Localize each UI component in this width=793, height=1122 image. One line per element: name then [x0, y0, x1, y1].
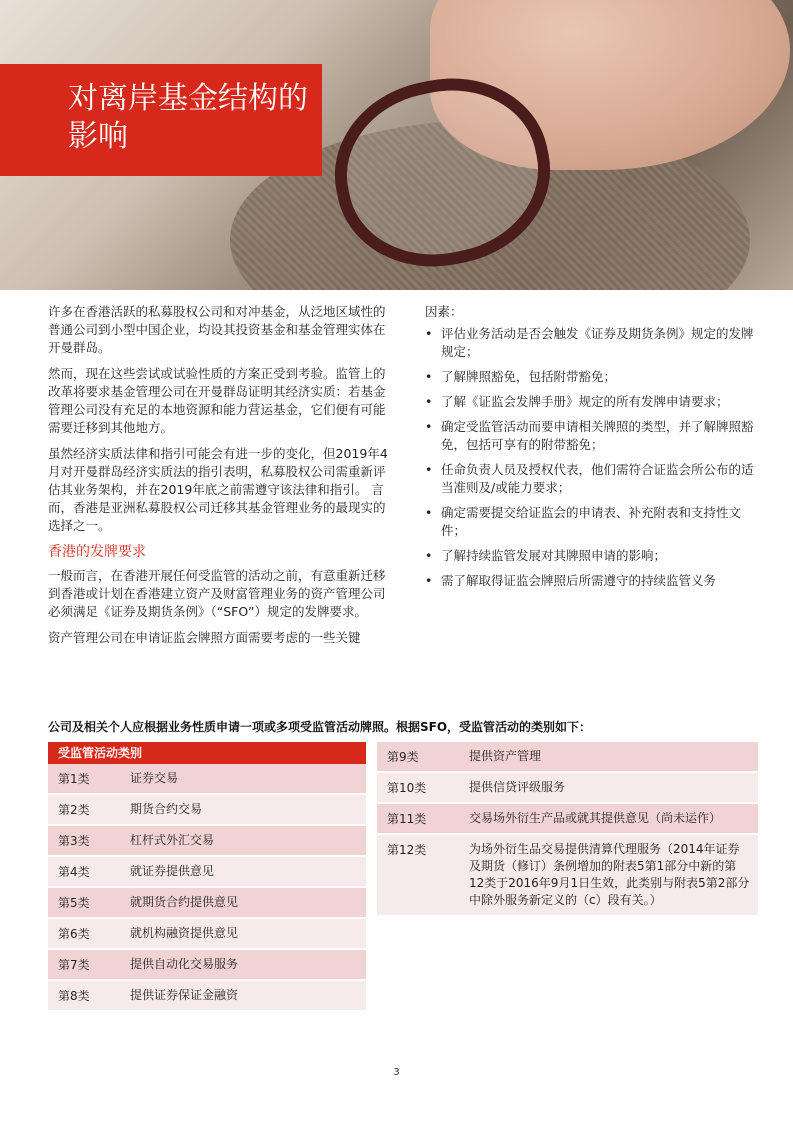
table-cell-type: 第11类 — [387, 812, 427, 826]
table-cell-type: 第8类 — [58, 989, 90, 1003]
table-row — [377, 835, 758, 917]
activity-table-left — [48, 742, 366, 1012]
table-cell-type: 第3类 — [58, 834, 90, 848]
table-row — [377, 804, 758, 835]
table-row — [377, 742, 758, 773]
list-item: • 需了解取得证监会牌照后所需遵守的持续监管义务 — [425, 572, 760, 590]
table-cell-type: 第7类 — [58, 958, 90, 972]
table-row — [48, 764, 366, 795]
section-heading: 香港的发牌要求 — [48, 544, 146, 560]
section-paragraph-2: 资产管理公司在申请证监会牌照方面需要考虑的一些关键 — [48, 630, 361, 645]
table-cell-type: 第10类 — [387, 781, 427, 795]
right-intro: 因素： — [425, 304, 463, 319]
left-paragraph-3: 虽然经济实质法律和指引可能会有进一步的变化，但2019年4月对开曼群岛经济实质法的指引表明，私募股权公司需重新评估其业务架构，并在2019年底之前需遵守该法律和指引。 言而，香港是亚洲私募股权公司迁移其基金管理业务的最现实的选择之一。 — [48, 446, 388, 533]
table-cell-desc: 提供信贷评级服务 — [469, 780, 566, 794]
table-cell-desc: 杠杆式外汇交易 — [130, 833, 215, 847]
table-cell-type: 第1类 — [58, 772, 90, 786]
table-cell-desc: 为场外衍生品交易提供清算代理服务（2014年证券及期货（修订）条例增加的附表5第1部分中新的第12类于2016年9月1日生效，此类别与附表5第2部分中除外服务新定义的（c）段有关。） — [469, 842, 750, 907]
table-row — [48, 888, 366, 919]
table-cell-desc: 期货合约交易 — [130, 802, 203, 816]
table-row — [48, 919, 366, 950]
table-row — [48, 950, 366, 981]
table-row — [48, 857, 366, 888]
table-cell-desc: 就证券提供意见 — [130, 864, 215, 878]
table-cell-desc: 提供证券保证金融资 — [130, 988, 239, 1002]
left-paragraph-1: 许多在香港活跃的私募股权公司和对冲基金，从泛地区域性的普通公司到小型中国企业，均设其投资基金和基金管理实体在开曼群岛。 — [48, 304, 386, 355]
factor-list — [425, 325, 760, 590]
table-cell-desc: 就机构融资提供意见 — [130, 926, 239, 940]
page-number: 3 — [393, 1067, 400, 1078]
activity-table-right — [377, 742, 758, 917]
list-item: • 确定受监管活动而要申请相关牌照的类型，并了解牌照豁免，包括可享有的附带豁免； — [425, 418, 760, 454]
table-cell-desc: 交易场外衍生产品或就其提供意见（尚未运作） — [469, 811, 722, 825]
title-banner — [0, 64, 322, 176]
table-row — [377, 773, 758, 804]
table-cell-type: 第6类 — [58, 927, 90, 941]
table-cell-desc: 证券交易 — [130, 771, 179, 785]
left-column — [48, 303, 388, 655]
list-item: • 确定需要提交给证监会的申请表、补充附表和支持性文件； — [425, 504, 760, 540]
right-column — [425, 303, 760, 597]
table-row — [48, 981, 366, 1012]
table-cell-type: 第5类 — [58, 896, 90, 910]
table-cell-type: 第12类 — [387, 843, 427, 857]
list-item: • 了解牌照豁免，包括附带豁免； — [425, 368, 760, 386]
table-cell-type: 第9类 — [387, 750, 419, 764]
list-item: • 评估业务活动是否会触发《证券及期货条例》规定的发牌规定； — [425, 325, 760, 361]
table-cell-desc: 提供资产管理 — [469, 749, 542, 763]
table-caption: 公司及相关个人应根据业务性质申请一项或多项受监管活动牌照。根据SFO，受监管活动的类别如下： — [48, 720, 592, 734]
page-title: 对离岸基金结构的影响 — [68, 81, 308, 154]
table-row — [48, 795, 366, 826]
table-row — [48, 826, 366, 857]
table-cell-desc: 就期货合约提供意见 — [130, 895, 239, 909]
list-item: • 了解持续监管发展对其牌照申请的影响； — [425, 547, 760, 565]
table-cell-type: 第4类 — [58, 865, 90, 879]
left-paragraph-2: 然而，现在这些尝试或试验性质的方案正受到考验。监管上的改革将要求基金管理公司在开曼群岛证明其经济实质：若基金管理公司没有充足的本地资源和能力营运基金，它们便有可能需要迁移到其他地方。 — [48, 366, 386, 435]
table-cell-desc: 提供自动化交易服务 — [130, 957, 239, 971]
section-paragraph-1: 一般而言，在香港开展任何受监管的活动之前，有意重新迁移到香港或计划在香港建立资产及财富管理业务的资产管理公司必须满足《证券及期货条例》（“SFO”）规定的发牌要求。 — [48, 568, 386, 619]
table-cell-type: 第2类 — [58, 803, 90, 817]
list-item: • 了解《证监会发牌手册》规定的所有发牌申请要求； — [425, 393, 760, 411]
list-item: • 任命负责人员及授权代表，他们需符合证监会所公布的适当准则及/或能力要求； — [425, 461, 760, 497]
table-header: 受监管活动类别 — [48, 742, 366, 764]
